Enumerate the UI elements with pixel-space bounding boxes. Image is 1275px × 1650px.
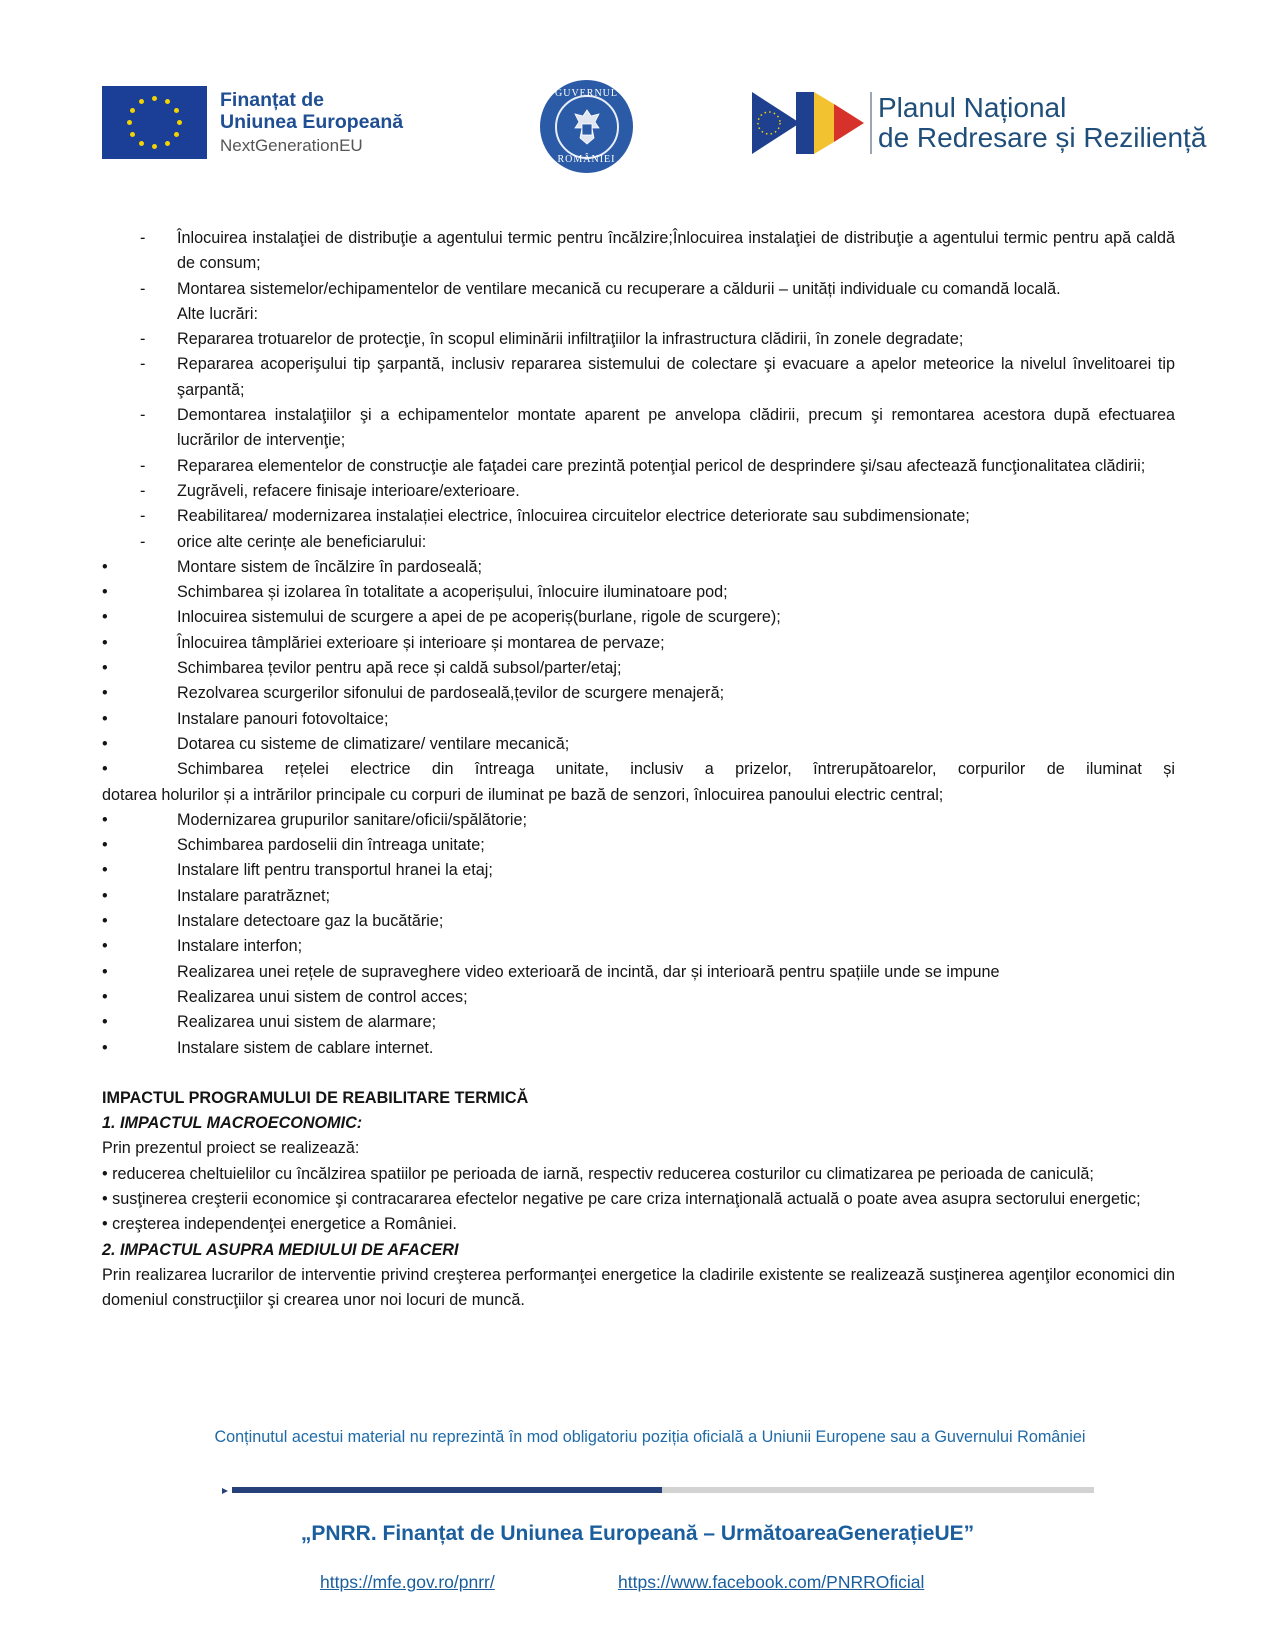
bullet-marker: •	[102, 836, 108, 855]
list-item: • Realizarea unui sistem de control acces;	[102, 985, 1175, 1010]
bullet-marker: •	[102, 937, 108, 956]
list-item: - Montarea sistemelor/echipamentelor de ventilare mecanică cu recuperare a căldurii – unități individuale cu comandă locală.	[102, 277, 1175, 302]
dash-marker: -	[140, 229, 146, 247]
list-item: • Modernizarea grupurilor sanitare/oficii/spălătorie;	[102, 808, 1175, 833]
document-body	[102, 226, 1175, 1313]
list-item: - orice alte cerințe ale beneficiarului:	[102, 530, 1175, 555]
list-item: • Instalare lift pentru transportul hranei la etaj;	[102, 858, 1175, 883]
section1-intro: Prin prezentul proiect se realizează:	[102, 1139, 360, 1158]
bullet-marker: •	[102, 684, 108, 703]
seal-top-text: GUVERNUL	[555, 88, 618, 99]
section2-text: Prin realizarea lucrarilor de interventie privind creşterea performanţei energetice la cladirile existente se realizează susţinerea agenţilor economici din domeniul construcţiilor şi crearea unor noi locuri de muncă.	[102, 1265, 1175, 1310]
list-item: - Reabilitarea/ modernizarea instalației electrice, înlocuirea circuitelor electrice deteriorate sau subdimensionate;	[102, 504, 1175, 529]
bullet-marker: •	[102, 810, 108, 829]
list-item: - Repararea elementelor de construcţie ale faţadei care prezintă potenţial pericol de desprindere şi/sau afectează funcţionalitatea clădirii;	[102, 454, 1175, 479]
pnrr-logo-line1: Planul Național	[878, 91, 1067, 123]
bullet-marker: •	[102, 1013, 108, 1032]
bullet-marker: •	[102, 1038, 108, 1057]
bullet-marker: •	[102, 557, 108, 576]
bullet-marker: •	[102, 886, 108, 905]
footer-divider-bar	[222, 1487, 1094, 1493]
eu-funding-logo	[102, 86, 403, 159]
dash-marker: -	[140, 481, 146, 500]
list-item: • Rezolvarea scurgerilor sifonului de pardoseală,țevilor de scurgere menajeră;	[102, 681, 1175, 706]
bullet-marker: •	[102, 734, 108, 753]
list-item: • Instalare interfon;	[102, 934, 1175, 959]
mfe-pnrr-link[interactable]: https://mfe.gov.ro/pnrr/	[320, 1572, 495, 1592]
bullet-marker: •	[102, 912, 108, 931]
list-item: • Realizarea unui sistem de alarmare;	[102, 1010, 1175, 1035]
page-header	[0, 0, 1275, 200]
dash-marker: -	[140, 355, 146, 374]
list-item: - Demontarea instalaţiilor şi a echipamentelor montate aparent pe anvelopa clădirii, precum şi remontarea acestora după efectuarea lucrărilor de intervenţie;	[102, 403, 1175, 454]
eu-logo-line1: Finanțat de	[220, 89, 325, 112]
bullet-marker: •	[102, 861, 108, 880]
bullet-marker: •	[102, 709, 108, 728]
bar-arrow-icon	[222, 1488, 228, 1494]
section1-point: • susţinerea creşterii economice şi contracararea efectelor negative pe care criza internaţională actuală o poate avea asupra sectorului energetic;	[102, 1189, 1141, 1208]
eu-logo-line2: Uniunea Europeană	[220, 110, 404, 133]
dash-marker: -	[140, 456, 146, 475]
dash-marker: -	[140, 532, 146, 551]
dash-marker: -	[140, 406, 146, 425]
eu-logo-line3: NextGenerationEU	[220, 135, 363, 155]
list-item: - Repararea acoperişului tip şarpantă, inclusiv repararea sistemului de colectare şi evacuare a apelor meteorice la nivelul învelitoarei tip şarpantă;	[102, 352, 1175, 403]
other-works-label: Alte lucrări:	[177, 304, 258, 323]
list-item: • Realizarea unei rețele de supraveghere video exterioară de incintă, dar și interioară pentru spațiile unde se impune	[102, 960, 1175, 985]
bullet-marker: •	[102, 608, 108, 627]
list-item: • Schimbarea rețelei electrice din întreaga unitate, inclusiv a prizelor, întrerupătoarelor, corpurilor de iluminat și dotarea holurilor și a intrărilor principale cu corpuri de iluminat pe bază de senzori, înlocuirea panoului electric central;	[102, 757, 1175, 808]
facebook-pnrr-link[interactable]: https://www.facebook.com/PNRROficial	[618, 1572, 925, 1592]
list-item: • Instalare sistem de cablare internet.	[102, 1036, 1175, 1061]
romanian-government-seal-icon	[540, 80, 633, 173]
pnrr-logo	[752, 92, 1206, 154]
bullet-marker: •	[102, 583, 108, 602]
footer-tagline: „PNRR. Finanțat de Uniunea Europeană – UrmătoareaGenerațieUE”	[300, 1522, 975, 1545]
list-item: • Instalare detectoare gaz la bucătărie;	[102, 909, 1175, 934]
list-item: • Schimbarea pardoselii din întreaga unitate;	[102, 833, 1175, 858]
bullet-marker: •	[102, 962, 108, 981]
pnrr-arrows-icon	[752, 92, 864, 154]
list-item: • Dotarea cu sisteme de climatizare/ ventilare mecanică;	[102, 732, 1175, 757]
seal-bottom-text: ROMÂNIEI	[557, 154, 616, 165]
impact-heading: IMPACTUL PROGRAMULUI DE REABILITARE TERMICĂ	[102, 1088, 529, 1107]
section1-point: • creşterea independenţei energetice a României.	[102, 1215, 457, 1234]
coat-of-arms-icon	[555, 95, 619, 159]
list-item: - Zugrăveli, refacere finisaje interioare/exterioare.	[102, 479, 1175, 504]
list-item: • Inlocuirea sistemului de scurgere a apei de pe acoperiș(burlane, rigole de scurgere);	[102, 605, 1175, 630]
list-item: • Înlocuirea tâmplăriei exterioare și interioare și montarea de pervaze;	[102, 631, 1175, 656]
bullet-marker: •	[102, 760, 108, 779]
disclaimer-text: Conținutul acestui material nu reprezintă în mod obligatoriu poziția oficială a Uniunii Europene sau a Guvernului României	[214, 1428, 1086, 1446]
bullet-marker: •	[102, 633, 108, 652]
list-item: - Înlocuirea instalaţiei de distribuţie a agentului termic pentru încălzire;Înlocuirea instalaţiei de distribuţie a agentului termic pentru apă caldă de consum;	[102, 226, 1175, 277]
list-item: • Instalare panouri fotovoltaice;	[102, 707, 1175, 732]
dash-marker: -	[140, 507, 146, 526]
list-item: - Repararea trotuarelor de protecţie, în scopul eliminării infiltraţiilor la infrastructura clădirii, în zonele degradate;	[102, 327, 1175, 352]
list-item: • Instalare paratrăznet;	[102, 884, 1175, 909]
list-item: • Schimbarea țevilor pentru apă rece și caldă subsol/parter/etaj;	[102, 656, 1175, 681]
section1-point: • reducerea cheltuielilor cu încălzirea spatiilor pe perioada de iarnă, respectiv reducerea costurilor cu climatizarea pe perioada de caniculă;	[102, 1164, 1094, 1183]
list-item: • Schimbarea și izolarea în totalitate a acoperișului, înlocuire iluminatoare pod;	[102, 580, 1175, 605]
section2-heading: 2. IMPACTUL ASUPRA MEDIULUI DE AFACERI	[102, 1240, 459, 1259]
list-item: • Montare sistem de încălzire în pardoseală;	[102, 555, 1175, 580]
dash-marker: -	[140, 330, 146, 349]
dash-marker: -	[140, 279, 146, 298]
section1-heading: 1. IMPACTUL MACROECONOMIC:	[102, 1114, 363, 1133]
pnrr-logo-line2: de Redresare și Reziliență	[878, 122, 1207, 153]
bullet-marker: •	[102, 987, 108, 1006]
pnrr-divider	[870, 92, 872, 154]
bullet-marker: •	[102, 659, 108, 678]
eu-flag-icon	[102, 86, 207, 159]
